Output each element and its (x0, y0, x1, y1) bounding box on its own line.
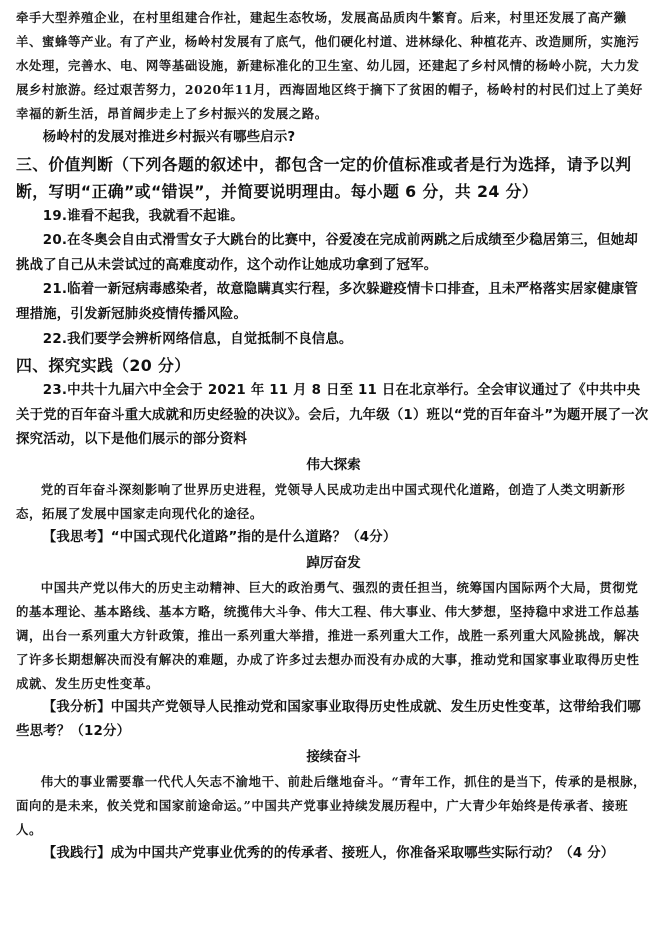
part-2-material: 中国共产党以伟大的历史主动精神、巨大的政治勇气、强烈的责任担当，统筹国内国际两个大局，贯彻党的基本理论、基本路线、基本方略，统揽伟大斗争、伟大工程、伟大事业、伟大梦想，坚持稳中求进工作总基调，出台一系列重大方针政策，推出一系列重大举措，推进一系列重大工作，战胜一系列重大风险挑战，解决了许多长期想解决而没有解决的难题，办成了许多过去想办而没有办成的大事，推动党和国家事业取得历史性成就、发生历史性变革。 (16, 579, 640, 691)
part-3-question: 【我践行】成为中国共产党事业优秀的的传承者、接班人，你准备采取哪些实际行动？（4 分） (42, 845, 615, 861)
question-20: 20.在冬奥会自由式滑雪女子大跳台的比赛中，谷爱凌在完成前两跳之后成绩至少稳居第三，但她却挑战了自己从未尝试过的高难度动作，这个动作让她成功拿到了冠军。 (16, 233, 638, 273)
question-18: 杨岭村的发展对推进乡村振兴有哪些启示? (42, 130, 296, 145)
question-22: 22.我们要学会辨析网络信息，自觉抵制不良信息。 (42, 331, 353, 347)
part-1-material: 党的百年奋斗深刻影响了世界历史进程，党领导人民成功走出中国式现代化道路，创造了人类文明新形态，拓展了发展中国家走向现代化的途径。 (16, 481, 626, 521)
section-3-heading: 三、价值判断（下列各题的叙述中，都包含一定的价值标准或者是行为选择，请予以判断，写明“正确”或“错误”，并简要说明理由。每小题 6 分，共 24 分） (16, 154, 632, 201)
part-1-question: 【我思考】“中国式现代化道路”指的是什么道路？（4分） (42, 529, 397, 545)
part-2-title: 踔厉奋发 (306, 554, 361, 571)
question-19: 19.谁看不起我，我就看不起谁。 (42, 208, 244, 224)
question-23-intro: 23.中共十九届六中全会于 2021 年 11 月 8 日至 11 日在北京举行。全会审议通过了《中共中央关于党的百年奋斗重大成就和历史经验的决议》。会后，九年级（1）班以“党的百年奋斗”为题开展了一次探究活动，以下是他们展示的部分资料 (16, 383, 649, 448)
part-2-question: 【我分析】中国共产党领导人民推动党和国家事业取得历史性成就、发生历史性变革，这带给我们哪些思考？（12分） (16, 699, 641, 740)
section-4-heading: 四、探究实践（20 分） (16, 356, 191, 376)
part-3-title: 接续奋斗 (306, 748, 361, 765)
part-3-material: 伟大的事业需要靠一代代人矢志不渝地干、前赴后继地奋斗。“青年工作，抓住的是当下，传承的是根脉，面向的是未来，攸关党和国家前途命运。”中国共产党事业持续发展历程中，广大青少年始终是传承者、接班人。 (16, 773, 647, 837)
part-1-title: 伟大探索 (306, 456, 361, 473)
question-21: 21.临着一新冠病毒感染者，故意隐瞒真实行程，多次躲避疫情卡口排查，且未严格落实居家健康管理措施，引发新冠肺炎疫情传播风险。 (16, 282, 638, 322)
material-paragraph: 牵手大型养殖企业，在村里组建合作社，建起生态牧场，发展高品质肉牛繁育。后来，村里还发展了高产獭羊、蜜蜂等产业。有了产业，杨岭村发展有了底气，他们硬化村道、进林绿化、种植花卉、改造厕所，实施污水处理，完善水、电、网等基础设施，新建标准化的卫生室、幼儿园，还建起了乡村风情的杨岭小院，大力发展乡村旅游。经过艰苦努力，2020年11月，西海固地区终于摘下了贫困的帽子，杨岭村的村民们过上了美好幸福的新生活，昂首阔步走上了乡村振兴的发展之路。 (16, 10, 643, 121)
